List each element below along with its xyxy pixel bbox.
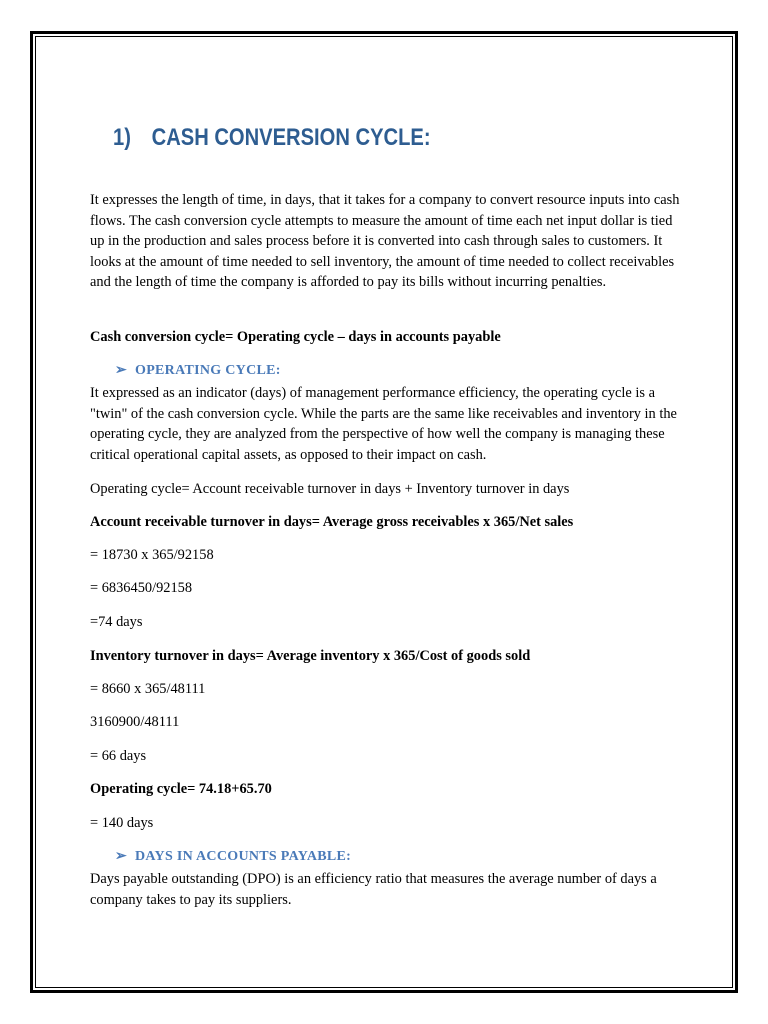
operating-cycle-paragraph: It expressed as an indicator (days) of management performance efficiency, the operating cycle is a "twin" of the cash conversion cycle. While the parts are the same like receivables and inventory in the operating cycle, they are analyzed from the perspective of how well the company is managing these critical operational capital assets, as opposed to their impact on cash. (90, 385, 677, 463)
section-heading (113, 124, 431, 152)
ar-turnover-result: =74 days (90, 614, 143, 630)
section-number: 1) (113, 124, 131, 151)
arrow-bullet-icon: ➢ (115, 363, 128, 378)
operating-cycle-formula: Operating cycle= Account receivable turnover in days + Inventory turnover in days (90, 481, 570, 497)
days-payable-heading (115, 848, 351, 865)
operating-cycle-heading (115, 362, 281, 379)
inventory-turnover-step2: 3160900/48111 (90, 714, 180, 730)
arrow-bullet-icon: ➢ (115, 849, 128, 864)
ar-turnover-step2: = 6836450/92158 (90, 580, 193, 596)
inventory-turnover-step1: = 8660 x 365/48111 (90, 681, 206, 697)
operating-cycle-calc-result: = 140 days (90, 815, 154, 831)
inventory-turnover-result: = 66 days (90, 748, 147, 764)
section-title: CASH CONVERSION CYCLE: (151, 124, 431, 151)
inventory-turnover-formula: Inventory turnover in days= Average inventory x 365/Cost of goods sold (90, 648, 531, 664)
ccc-formula: Cash conversion cycle= Operating cycle – days in accounts payable (90, 329, 501, 345)
operating-cycle-heading-text: OPERATING CYCLE: (135, 363, 281, 378)
days-payable-heading-text: DAYS IN ACCOUNTS PAYABLE: (135, 849, 352, 864)
ar-turnover-formula: Account receivable turnover in days= Average gross receivables x 365/Net sales (90, 514, 574, 530)
ar-turnover-step1: = 18730 x 365/92158 (90, 547, 214, 563)
intro-paragraph: It expresses the length of time, in days, that it takes for a company to convert resource inputs into cash flows. The cash conversion cycle attempts to measure the amount of time each net input dollar is tied up in the production and sales process before it is converted into cash through sales to customers. It looks at the amount of time needed to sell inventory, the amount of time needed to collect receivables and the length of time the company is afforded to pay its bills without incurring penalties. (90, 192, 680, 290)
operating-cycle-calc-formula: Operating cycle= 74.18+65.70 (90, 781, 272, 797)
days-payable-paragraph: Days payable outstanding (DPO) is an efficiency ratio that measures the average number of days a company takes to pay its suppliers. (90, 871, 657, 908)
